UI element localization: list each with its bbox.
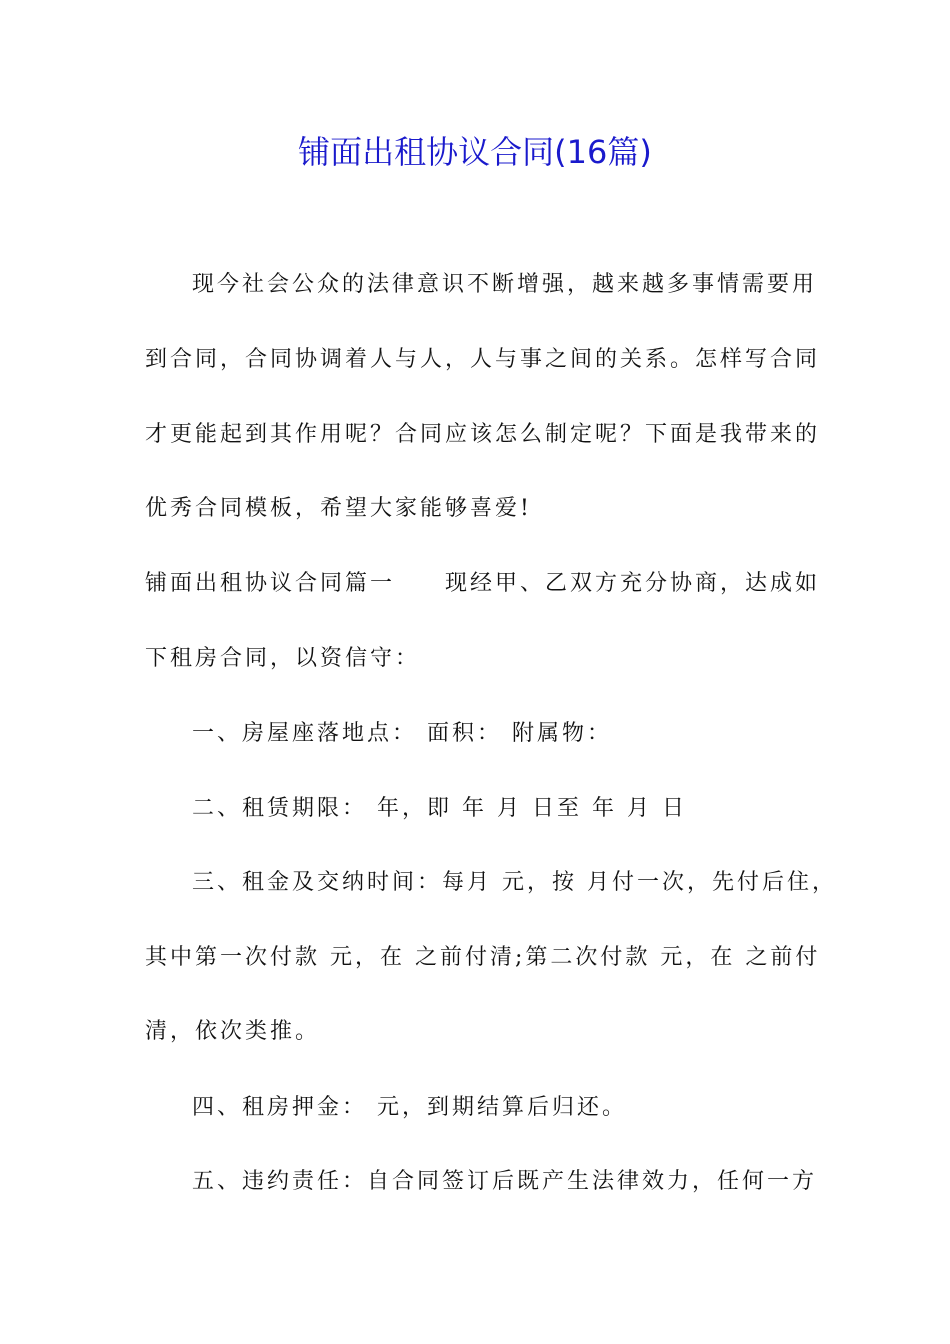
clause-line: 清，依次类推。 [145, 1019, 321, 1044]
clause-line: 五、违约责任：自合同签订后既产生法律效力，任何一方 [192, 1169, 818, 1194]
paragraph-line: 优秀合同模板，希望大家能够喜爱! [145, 496, 532, 521]
paragraph-line: 铺面出租协议合同篇一 现经甲、乙双方充分协商，达成如 [145, 571, 821, 596]
clause-line: 四、租房押金： 元，到期结算后归还。 [192, 1095, 627, 1120]
paragraph-line: 下租房合同，以资信守： [145, 646, 421, 671]
clause-line: 一、房屋座落地点： 面积： 附属物： [192, 721, 612, 746]
clause-line: 三、租金及交纳时间：每月 元，按 月付一次，先付后住， [192, 870, 837, 895]
clause-line: 二、租赁期限： 年，即 年 月 日至 年 月 日 [192, 796, 687, 821]
document-title: 铺面出租协议合同(16篇) [298, 133, 652, 171]
paragraph-line: 现今社会公众的法律意识不断增强，越来越多事情需要用 [192, 272, 818, 297]
paragraph-line: 才更能起到其作用呢？合同应该怎么制定呢？下面是我带来的 [145, 422, 821, 447]
paragraph-line: 到合同，合同协调着人与人，人与事之间的关系。怎样写合同 [145, 347, 821, 372]
clause-line: 其中第一次付款 元，在 之前付清;第二次付款 元，在 之前付 [145, 945, 821, 970]
